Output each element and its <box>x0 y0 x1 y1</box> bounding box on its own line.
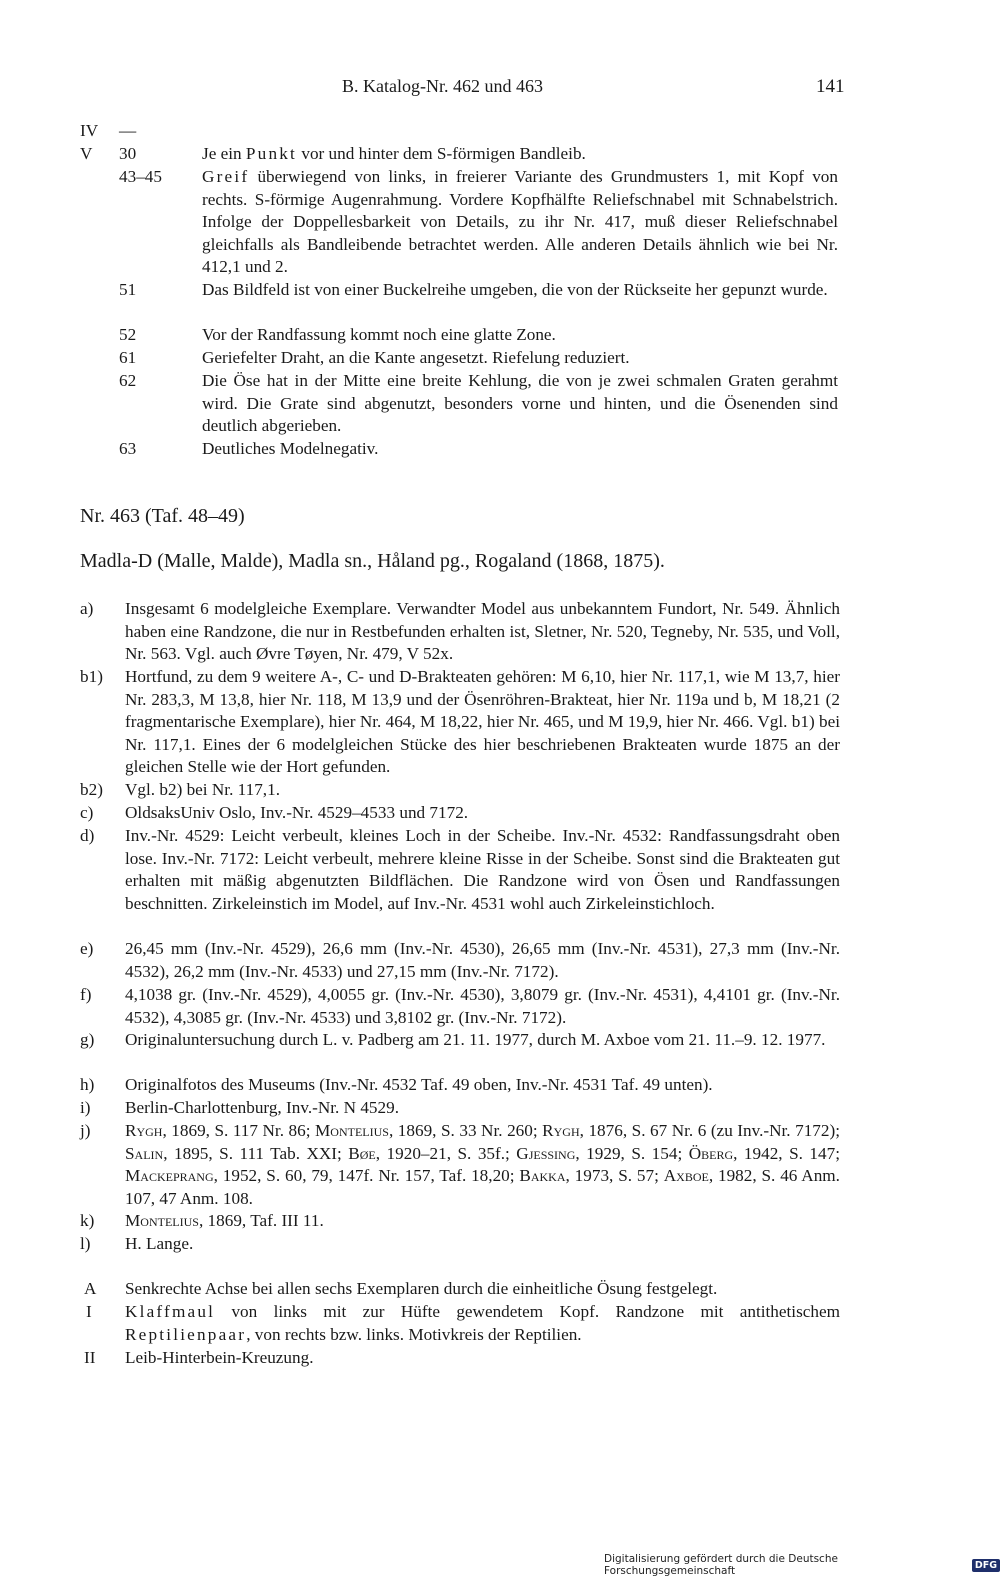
section-label: d) <box>80 826 95 845</box>
section-label: b2) <box>80 780 103 799</box>
motif-label: II <box>84 1348 96 1367</box>
section-text: OldsaksUniv Oslo, Inv.-Nr. 4529–4533 und 7172. <box>125 803 469 822</box>
section-text: Originalfotos des Museums (Inv.-Nr. 4532 Taf. 49 oben, Inv.-Nr. 4531 Taf. 49 unten). <box>125 1075 713 1094</box>
dfg-logo: DFG <box>972 1559 1000 1572</box>
row-text: Geriefelter Draht, an die Kante angesetzt. Riefelung reduziert. <box>202 348 630 367</box>
section-label: e) <box>80 939 94 958</box>
section-text: Inv.-Nr. 4529: Leicht verbeult, kleines Loch in der Scheibe. Inv.-Nr. 4532: Randfassungsdraht oben lose. Inv.-Nr. 7172: Leicht verbeult, mehrere kleine Risse in der Scheibe. Sonst sind die Brakteaten gut erhalten mit mäßig abgenutzten Bildflächen. Die Randzone wird von Ösen und Randfassungen beschnitten. Zirkeleinstich im Model, auf Inv.-Nr. 4531 wohl auch Zirkeleinstichloch. <box>125 826 840 913</box>
section-label: c) <box>80 803 94 822</box>
motif-label: I <box>86 1302 92 1321</box>
section-label: h) <box>80 1075 95 1094</box>
section-text: Hortfund, zu dem 9 weitere A-, C- und D-Brakteaten gehören: M 6,10, hier Nr. 117,1, wie M 13,7, hier Nr. 283,3, M 13,8, hier Nr. 118, M 13,9 und der Ösenröhren-Brakteat, hier Nr. 119a und b, M 18,21 (2 fragmentarische Exemplare), hier Nr. 464, M 18,22, hier Nr. 465, und M 19,9, hier Nr. 466. Vgl. b1) bei Nr. 117,1. Eines der 6 modelgleichen Stücke des hier beschriebenen Brakteaten wurde 1875 an der gleichen Stelle wie der Hort gefunden. <box>125 667 840 777</box>
section-label: j) <box>80 1121 91 1140</box>
row-code: 43–45 <box>119 167 162 186</box>
section-label: b1) <box>80 667 103 686</box>
section-text: Originaluntersuchung durch L. v. Padberg am 21. 11. 1977, durch M. Axboe vom 21. 11.–9. 12. 1977. <box>125 1030 826 1049</box>
row-code: 63 <box>119 439 137 458</box>
entry-title: Nr. 463 (Taf. 48–49) <box>80 505 245 527</box>
page-number: 141 <box>816 76 845 97</box>
row-text: Die Öse hat in der Mitte eine breite Kehlung, die von je zwei schmalen Graten gerahmt wird. Die Grate sind abgenutzt, besonders vorne und hinten, und die Ösenenden sind deutlich abgerieben. <box>202 371 838 436</box>
row-code: 61 <box>119 348 137 367</box>
running-header <box>0 76 1000 102</box>
section-label: k) <box>80 1211 95 1230</box>
footer-text: Digitalisierung gefördert durch die Deutsche Forschungsgemeinschaft <box>604 1553 838 1577</box>
section-text: Berlin-Charlottenburg, Inv.-Nr. N 4529. <box>125 1098 399 1117</box>
row-group-label: IV <box>80 121 99 140</box>
motif-label: A <box>84 1279 97 1298</box>
section-text: Insgesamt 6 modelgleiche Exemplare. Verwandter Model aus unbekanntem Fundort, Nr. 549. Ähnlich haben eine Randzone, die nur in Restbefunden erhalten ist, Sletner, Nr. 520, Tegneby, Nr. 535, und Voll, Nr. 563. Vgl. auch Øvre Tøyen, Nr. 479, V 52x. <box>125 599 840 664</box>
digitization-footer <box>604 1553 1000 1577</box>
motif-text: Klaffmaul von links mit zur Hüfte gewendetem Kopf. Randzone mit antithetischem Reptilienpaar, von rechts bzw. links. Motivkreis der Reptilien. <box>125 1302 840 1344</box>
row-text: Deutliches Modelnegativ. <box>202 439 379 458</box>
row-group-label: V <box>80 144 93 163</box>
section-label: i) <box>80 1098 91 1117</box>
section-text: Montelius, 1869, Taf. III 11. <box>125 1211 324 1230</box>
section-label: g) <box>80 1030 95 1049</box>
section-label: a) <box>80 599 94 618</box>
row-code: 62 <box>119 371 137 390</box>
row-code: 30 <box>119 144 137 163</box>
section-text: Rygh, 1869, S. 117 Nr. 86; Montelius, 1869, S. 33 Nr. 260; Rygh, 1876, S. 67 Nr. 6 (zu Inv.-Nr. 7172); Salin, 1895, S. 111 Tab. XXI; Bøe, 1920–21, S. 35f.; Gjessing, 1929, S. 154; Öberg, 1942, S. 147; Mackeprang, 1952, S. 60, 79, 147f. Nr. 157, Taf. 18,20; Bakka, 1973, S. 57; Axboe, 1982, S. 46 Anm. 107, 47 Anm. 108. <box>125 1121 840 1208</box>
motif-text: Leib-Hinterbein-Kreuzung. <box>125 1348 314 1367</box>
row-text: Je ein Punkt vor und hinter dem S-förmigen Bandleib. <box>202 144 586 163</box>
section-text: 4,1038 gr. (Inv.-Nr. 4529), 4,0055 gr. (Inv.-Nr. 4530), 3,8079 gr. (Inv.-Nr. 4531), 4,4101 gr. (Inv.-Nr. 4532), 4,3085 gr. (Inv.-Nr. 4533) und 3,8102 gr. (Inv.-Nr. 7172). <box>125 985 840 1027</box>
row-text: Das Bildfeld ist von einer Buckelreihe umgeben, die von der Rückseite her gepunzt wurde. <box>202 280 828 299</box>
entry-location: Madla-D (Malle, Malde), Madla sn., Håland pg., Rogaland (1868, 1875). <box>80 550 665 572</box>
section-text: 26,45 mm (Inv.-Nr. 4529), 26,6 mm (Inv.-Nr. 4530), 26,65 mm (Inv.-Nr. 4531), 27,3 mm (Inv.-Nr. 4532), 26,2 mm (Inv.-Nr. 4533) und 27,15 mm (Inv.-Nr. 7172). <box>125 939 840 981</box>
row-text: Vor der Randfassung kommt noch eine glatte Zone. <box>202 325 556 344</box>
section-label: f) <box>80 985 92 1004</box>
motif-text: Senkrechte Achse bei allen sechs Exemplaren durch die einheitliche Ösung festgelegt. <box>125 1279 718 1298</box>
section-label: l) <box>80 1234 91 1253</box>
section-text: Vgl. b2) bei Nr. 117,1. <box>125 780 280 799</box>
running-head: B. Katalog-Nr. 462 und 463 <box>342 76 543 96</box>
row-text: Greif überwiegend von links, in freierer Variante des Grundmusters 1, mit Kopf von rechts. S-förmige Augenrahmung. Vordere Kopfhälfte Reliefschnabel mit Schnabelstrich. Infolge der Doppellesbarkeit von Details, zu ihr Nr. 417, muß dieser Reliefschnabel gleichfalls als Bandleibende betrachtet werden. Alle anderen Details ähnlich wie bei Nr. 412,1 und 2. <box>202 167 838 277</box>
row-code: 51 <box>119 280 137 299</box>
section-text: H. Lange. <box>125 1234 194 1253</box>
row-code: — <box>119 121 137 140</box>
row-code: 52 <box>119 325 137 344</box>
